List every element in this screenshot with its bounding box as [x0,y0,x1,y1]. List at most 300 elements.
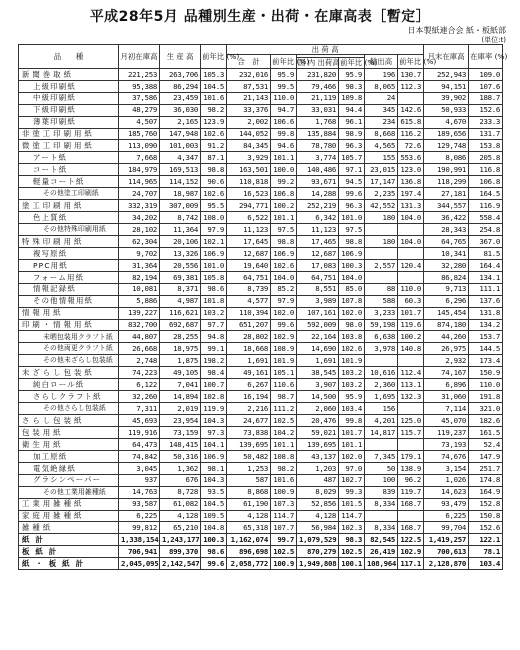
table-row [19,486,503,498]
table-cell: 164.9 [469,486,503,498]
table-cell: 9,713 [424,283,469,295]
table-cell: 17,465 [297,235,339,247]
table-cell: 28,343 [424,224,469,236]
table-cell: 102.6 [271,259,297,271]
table-cell: 134.1 [469,271,503,283]
table-cell: 553.6 [398,152,424,164]
table-cell: 131.3 [398,200,424,212]
table-cell: 86,824 [424,271,469,283]
table-cell: 102.7 [339,474,365,486]
table-cell: 4,987 [160,295,201,307]
table-row [19,224,503,236]
row-label: コート紙 [19,164,119,176]
table-cell: 100.2 [398,331,424,343]
table-cell: 899,370 [160,546,201,558]
table-cell: 1,253 [227,462,271,474]
table-cell: 6,296 [424,295,469,307]
table-cell: 152.8 [469,498,503,510]
table-row [19,426,503,438]
table-cell [365,510,398,522]
row-label: 紙計 [19,534,119,546]
table-cell: 142.6 [398,104,424,116]
table-cell: 332,319 [119,200,160,212]
row-label: その他未ざらし包装紙 [19,355,119,367]
table-cell: 140.8 [398,343,424,355]
table-cell: 98.3 [339,80,365,92]
table-cell: 345 [365,104,398,116]
table-cell: 119.7 [398,486,424,498]
table-cell: 93,479 [424,498,469,510]
table-cell: 104.0 [398,235,424,247]
row-label: 微塗工印刷用紙 [19,140,119,152]
table-cell: 22,164 [297,331,339,343]
table-cell: 101.8 [201,295,227,307]
table-cell: 104.2 [271,426,297,438]
table-cell: 94.5 [339,176,365,188]
table-cell: 102.6 [201,188,227,200]
table-cell: 3,978 [365,343,398,355]
table-cell: 1,162,074 [227,534,271,546]
table-cell: 10,341 [424,247,469,259]
table-cell: 61,082 [160,498,201,510]
row-label: 特殊印刷用紙 [19,235,119,247]
table-cell: 86,294 [160,80,201,92]
table-cell: 588 [365,295,398,307]
table-cell: 104.5 [201,498,227,510]
table-cell: 101.1 [271,438,297,450]
table-cell: 294,771 [227,200,271,212]
table-row [19,498,503,510]
table-cell: 145,454 [424,307,469,319]
header-stock-ratio: 在庫率 (%) [469,45,503,69]
table-cell: 367.0 [469,235,503,247]
table-cell: 52.4 [469,438,503,450]
table-cell: 137.6 [469,295,503,307]
table-cell: 8,065 [365,80,398,92]
table-row [19,415,503,427]
table-row [19,68,503,80]
table-cell: 107.3 [271,498,297,510]
table-cell: 98.8 [271,235,297,247]
table-cell: 111.1 [469,283,503,295]
table-cell: 100 [365,474,398,486]
table-cell: 98.2 [271,462,297,474]
table-cell: 85.0 [339,283,365,295]
table-cell: 59,198 [365,319,398,331]
table-cell: 2,060 [297,403,339,415]
table-cell [365,271,398,283]
table-cell: 152.6 [469,522,503,534]
table-cell: 1,695 [365,391,398,403]
header-production-yoy: 前年比 (%) [201,45,227,69]
header-domestic: 国 内 出荷高 [298,58,340,68]
table-row [19,140,503,152]
table-cell: 321.0 [469,403,503,415]
table-cell: 7,345 [365,450,398,462]
table-cell: 101.1 [339,438,365,450]
table-cell: 64,765 [424,235,469,247]
table-cell: 4,128 [297,510,339,522]
row-label: 電気絶縁紙 [19,462,119,474]
table-cell: 103.2 [339,379,365,391]
table-cell: 147.9 [469,450,503,462]
table-cell: 106.8 [271,188,297,200]
table-cell: 125.0 [398,415,424,427]
table-cell: 14,894 [160,391,201,403]
row-label: 加工原紙 [19,450,119,462]
table-cell: 4,577 [227,295,271,307]
table-cell: 102.6 [339,343,365,355]
table-cell: 937 [119,474,160,486]
table-cell: 4,128 [227,510,271,522]
table-cell: 82,545 [365,534,398,546]
table-cell: 33,031 [297,104,339,116]
table-cell: 74,676 [424,450,469,462]
table-cell: 50,482 [227,450,271,462]
table-cell: 102.0 [271,307,297,319]
table-cell: 10,616 [365,367,398,379]
table-cell: 18,668 [227,343,271,355]
table-cell: 50 [365,462,398,474]
table-cell: 2,557 [365,259,398,271]
table-cell: 221,253 [119,68,160,80]
table-cell: 102.8 [201,391,227,403]
table-cell: 42,552 [365,200,398,212]
table-cell: 139,695 [297,438,339,450]
row-label: 未晒包装用クラフト紙 [19,331,119,343]
table-cell: 1,243,177 [160,534,201,546]
table-cell [365,247,398,259]
table-cell: 676 [160,474,201,486]
table-cell [365,438,398,450]
header-category: 品 種 [19,45,119,69]
table-cell: 179.1 [398,450,424,462]
table-cell: 97.1 [339,164,365,176]
table-cell: 8,334 [365,522,398,534]
table-cell: 65,318 [227,522,271,534]
table-cell: 36,030 [160,104,201,116]
table-cell: 123.0 [398,164,424,176]
table-cell: 91.2 [201,140,227,152]
table-cell: 24,707 [119,188,160,200]
table-cell: 6,267 [227,379,271,391]
table-cell: 129,748 [424,140,469,152]
table-row [19,152,503,164]
table-cell: 85.2 [271,283,297,295]
table-cell: 110.6 [271,379,297,391]
table-cell: 114.7 [339,510,365,522]
table-cell: 74,223 [119,367,160,379]
table-cell: 189,656 [424,128,469,140]
table-cell: 700,613 [424,546,469,558]
table-cell: 99.6 [339,188,365,200]
table-row [19,367,503,379]
table-cell: 839 [365,486,398,498]
unit-label: (単位:t) [481,36,506,44]
table-cell: 87,531 [227,80,271,92]
table-cell: 101,003 [160,140,201,152]
row-label: 衛生用紙 [19,438,119,450]
table-cell: 8,086 [424,152,469,164]
table-cell: 100.2 [271,200,297,212]
table-row [19,116,503,128]
table-cell: 109.0 [469,68,503,80]
table-cell: 5,886 [119,295,160,307]
table-cell: 2,058,772 [227,558,271,570]
table-cell: 98.9 [339,128,365,140]
table-cell: 99.1 [201,343,227,355]
table-cell: 116.8 [469,164,503,176]
table-row [19,546,503,558]
table-cell: 135,884 [297,128,339,140]
table-cell: 26,668 [119,343,160,355]
table-cell: 98.0 [339,319,365,331]
table-cell: 9,702 [119,247,160,259]
table-cell: 56,984 [297,522,339,534]
table-cell: 50,933 [424,104,469,116]
table-cell: 99.8 [339,415,365,427]
table-cell: 184,979 [119,164,160,176]
table-cell: 31,060 [424,391,469,403]
table-cell: 100.3 [339,259,365,271]
table-cell: 88 [365,283,398,295]
table-cell: 12,687 [227,247,271,259]
table-cell: 156 [365,403,398,415]
table-cell: 252,219 [297,200,339,212]
table-cell: 197.4 [398,188,424,200]
table-header [19,45,508,69]
table-cell: 17,083 [297,259,339,271]
row-label: 家庭用雑種紙 [19,510,119,522]
table-cell: 205.8 [469,152,503,164]
table-cell: 2,360 [365,379,398,391]
table-row [19,295,503,307]
table-cell: 168.7 [398,522,424,534]
table-cell: 94.7 [271,104,297,116]
table-cell: 870,279 [297,546,339,558]
table-cell: 43,137 [297,450,339,462]
table-cell: 180 [365,235,398,247]
table-cell [398,438,424,450]
table-cell: 106.9 [339,247,365,259]
row-label: 上級印刷紙 [19,80,119,92]
table-cell: 97.0 [339,462,365,474]
table-cell [398,247,424,259]
table-row [19,355,503,367]
table-cell: 169,513 [160,164,201,176]
table-cell: 99.7 [271,534,297,546]
table-cell: 110.0 [398,283,424,295]
table-cell: 182.6 [469,415,503,427]
table-cell: 106.6 [271,116,297,128]
table-cell: 102.1 [201,235,227,247]
table-row [19,283,503,295]
row-label: 下級印刷紙 [19,104,119,116]
table-cell: 101.0 [201,259,227,271]
table-cell: 50,316 [160,450,201,462]
table-row [19,438,503,450]
table-cell: 114.7 [271,510,297,522]
table-cell: 7,114 [424,403,469,415]
table-cell: 6,225 [119,510,160,522]
table-cell: 11,364 [160,224,201,236]
table-cell: 8,371 [160,283,201,295]
table-cell: 6,225 [424,510,469,522]
table-cell: 103.2 [201,307,227,319]
row-label: 非塗工印刷用紙 [19,128,119,140]
table-cell: 74,842 [119,450,160,462]
table-cell: 87.1 [201,152,227,164]
table-cell: 109.5 [201,510,227,522]
row-label: 紙・板紙計 [19,558,119,570]
table-cell: 115.7 [398,426,424,438]
table-cell: 103.8 [339,331,365,343]
table-cell: 8,742 [160,212,201,224]
table-cell: 2,142,547 [160,558,201,570]
table-cell: 102.5 [271,415,297,427]
table-cell: 140,486 [297,164,339,176]
table-cell: 118,299 [424,176,469,188]
table-cell: 62,304 [119,235,160,247]
table-cell: 32,260 [119,391,160,403]
table-cell: 98.8 [339,235,365,247]
header-shipments: 出 荷 高 [227,45,424,55]
table-cell: 7,041 [160,379,201,391]
table-cell: 101.5 [339,498,365,510]
table-cell: 307,009 [160,200,201,212]
table-cell: 4,128 [160,510,201,522]
table-cell: 102.3 [339,522,365,534]
table-cell: 3,989 [297,295,339,307]
table-cell: 31,364 [119,259,160,271]
table-cell: 60.3 [398,295,424,307]
table-cell: 102.0 [339,307,365,319]
table-cell: 101.1 [271,152,297,164]
table-cell: 107.7 [271,522,297,534]
table-cell: 3,154 [424,462,469,474]
table-cell: 73,159 [160,426,201,438]
table-cell: 96.2 [398,474,424,486]
row-label: 板紙計 [19,546,119,558]
table-cell: 107,161 [297,307,339,319]
table-cell: 98.7 [271,391,297,403]
table-row [19,104,503,116]
table-row [19,391,503,403]
table-cell: 109.8 [339,92,365,104]
table-cell: 234 [365,116,398,128]
table-cell: 81.5 [469,247,503,259]
table-cell: 188.7 [469,92,503,104]
table-cell: 1,026 [424,474,469,486]
table-cell: 94.8 [201,331,227,343]
row-label: 未ざらし包装紙 [19,367,119,379]
table-cell: 98.4 [201,367,227,379]
table-cell: 24 [365,92,398,104]
table-cell: 4,670 [424,116,469,128]
table-cell: 104.0 [339,271,365,283]
table-cell: 14,288 [297,188,339,200]
table-row [19,558,503,570]
table-cell: 3,907 [297,379,339,391]
table-cell: 94.6 [271,140,297,152]
table-row [19,474,503,486]
row-label: 情報記録紙 [19,283,119,295]
table-cell: 7,311 [119,403,160,415]
table-row [19,403,503,415]
table-cell: 103.2 [339,367,365,379]
table-cell: 232,016 [227,68,271,80]
table-cell: 185,760 [119,128,160,140]
table-cell: 119.6 [398,319,424,331]
table-cell: 10,081 [119,283,160,295]
table-cell: 3,929 [227,152,271,164]
table-cell: 196 [365,68,398,80]
table-row [19,176,503,188]
table-cell: 117.1 [398,558,424,570]
table-row [19,319,503,331]
table-cell: 24,677 [227,415,271,427]
table-cell: 252,943 [424,68,469,80]
table-cell: 108.9 [271,343,297,355]
table-cell: 99,812 [119,522,160,534]
table-cell: 27,181 [424,188,469,200]
table-cell: 104.8 [201,522,227,534]
table-cell: 97.5 [271,224,297,236]
table-cell: 108.8 [271,450,297,462]
table-cell: 73,838 [227,426,271,438]
table-cell: 17,147 [365,176,398,188]
table-cell: 23,954 [160,415,201,427]
table-row [19,259,503,271]
row-label: さらし包装紙 [19,415,119,427]
table-cell: 8,668 [365,128,398,140]
table-cell: 2,932 [424,355,469,367]
table-cell: 120.4 [398,259,424,271]
table-cell: 14,817 [365,426,398,438]
table-cell: 78.1 [469,546,503,558]
table-cell: 101.7 [398,307,424,319]
table-cell: 148,415 [160,438,201,450]
table-cell: 95.9 [339,391,365,403]
table-cell: 107.8 [339,295,365,307]
table-cell: 100.9 [271,558,297,570]
table-cell: 832,700 [119,319,160,331]
table-cell: 233.3 [469,116,503,128]
table-row [19,128,503,140]
table-cell: 150.9 [469,367,503,379]
table-cell: 96.1 [339,116,365,128]
table-row [19,343,503,355]
table-cell: 98.3 [339,534,365,546]
table-cell: 11,123 [227,224,271,236]
table-cell [398,355,424,367]
table-cell: 263,706 [160,68,201,80]
table-cell: 651,207 [227,319,271,331]
table-cell: 100.3 [201,534,227,546]
table-cell: 95.9 [339,68,365,80]
row-label: 色上質紙 [19,212,119,224]
table-cell: 98.2 [201,104,227,116]
table-cell: 98.6 [201,546,227,558]
table-cell: 97.3 [201,426,227,438]
table-cell: 14,763 [119,486,160,498]
table-cell: 6,896 [424,379,469,391]
table-row [19,522,503,534]
table-cell: 93,587 [119,498,160,510]
table-cell: 12,687 [297,247,339,259]
table-cell [398,403,424,415]
table-cell: 1,691 [297,355,339,367]
